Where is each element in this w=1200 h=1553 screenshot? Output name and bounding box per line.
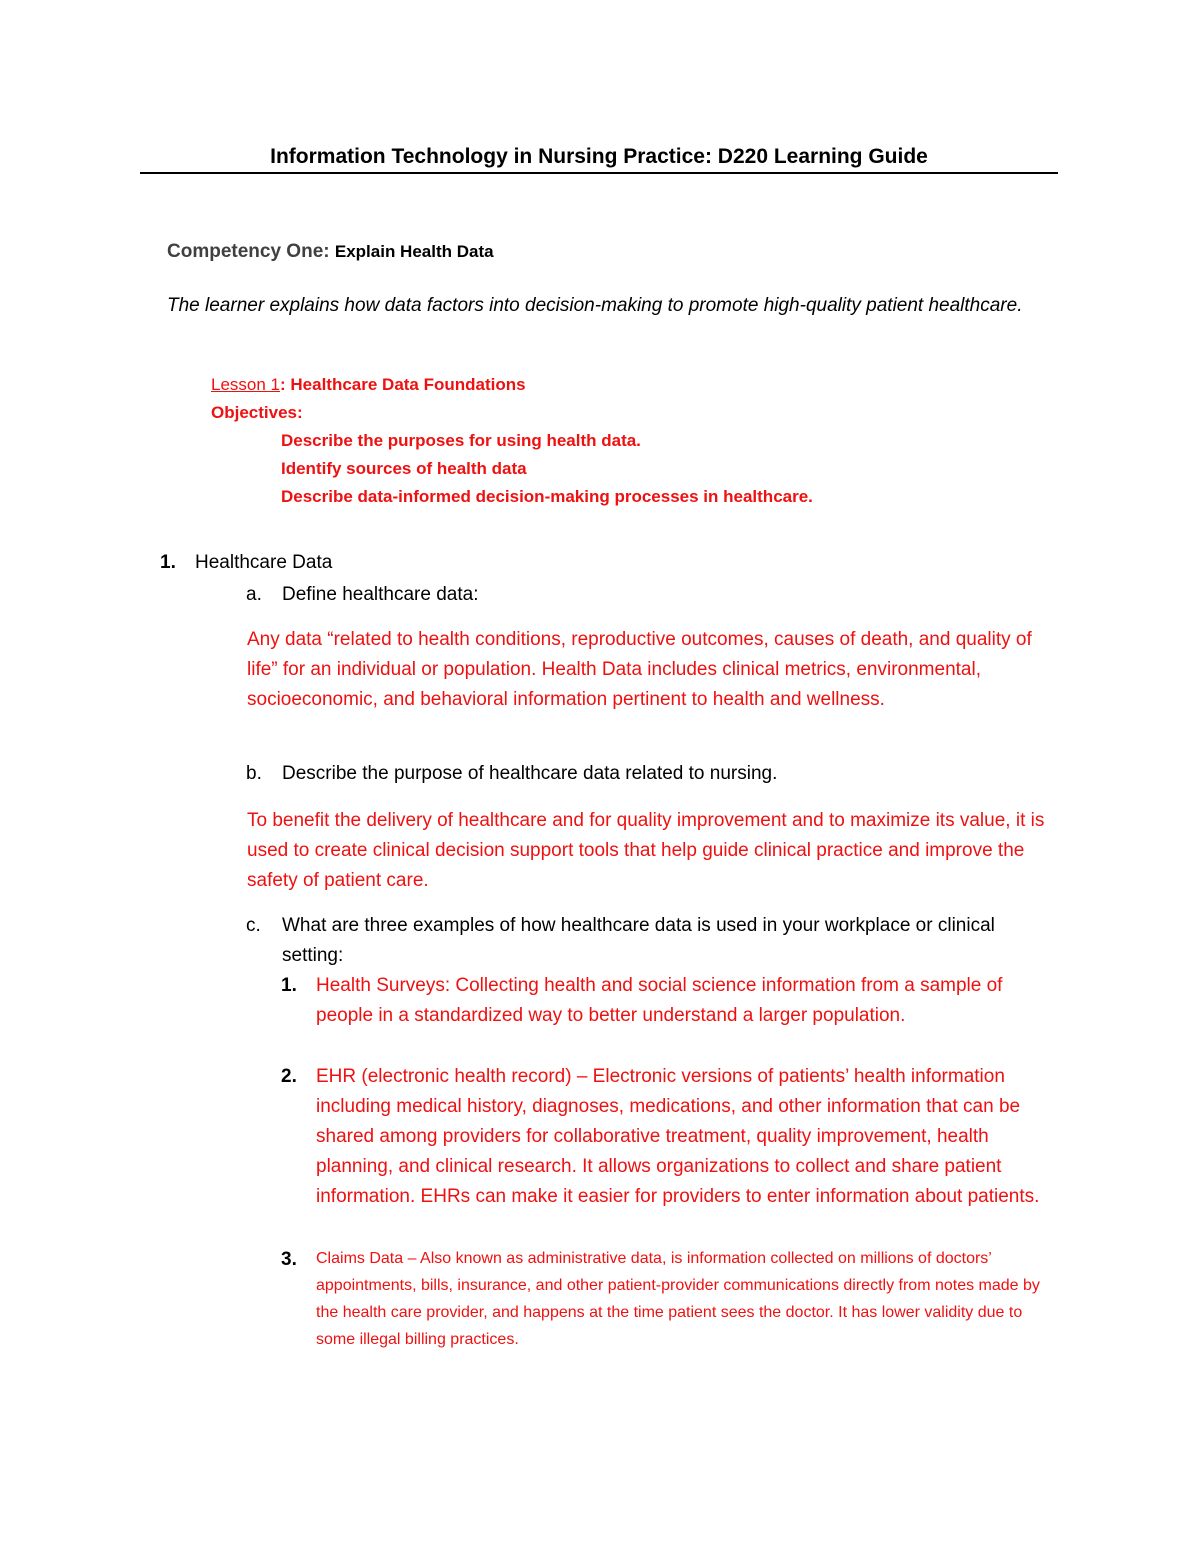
question-letter: a. (246, 584, 262, 605)
question-text: Define healthcare data: (282, 584, 479, 605)
objectives-label: Objectives: (211, 403, 303, 422)
example-number: 3. (281, 1249, 297, 1270)
question-text: Describe the purpose of healthcare data related to nursing. (282, 763, 778, 784)
section-number: 1. (160, 552, 176, 573)
example-text: EHR (electronic health record) – Electronic versions of patients’ health information including medical history, diagnoses, medications, and other information that can be shared among providers for collaborative treatment, quality improvement, health planning, and clinical research. It allows organizations to collect and share patient information. EHRs can make it easier for providers to enter information about patients. (316, 1066, 1040, 1207)
example-number: 2. (281, 1066, 297, 1087)
lesson-heading (211, 372, 526, 398)
example-text: Claims Data – Also known as administrative data, is information collected on millions of doctors’ appointments, bills, insurance, and other patient-provider communications directly from notes made by the health care provider, and happens at the time patient sees the doctor. It has lower validity due to some illegal billing practices. (316, 1250, 1040, 1348)
question-text: What are three examples of how healthcare data is used in your workplace or clinical setting: (282, 915, 995, 966)
document-title: Information Technology in Nursing Practice: D220 Learning Guide (270, 145, 928, 168)
lesson-label: Lesson 1 (211, 375, 280, 394)
answer-text: To benefit the delivery of healthcare and for quality improvement and to maximize its value, it is used to create clinical decision support tools that help guide clinical practice and improve the safety of patient care. (247, 810, 1045, 891)
question-letter: c. (246, 915, 261, 936)
example-text: Health Surveys: Collecting health and social science information from a sample of people in a standardized way to better understand a larger population. (316, 975, 1003, 1026)
competency-name: Explain Health Data (334, 242, 494, 261)
objective-item: Describe data-informed decision-making processes in healthcare. (281, 487, 813, 506)
answer-text: Any data “related to health conditions, reproductive outcomes, causes of death, and quality of life” for an individual or population. Health Data includes clinical metrics, environmental, socioeconomic, and behavioral information pertinent to health and wellness. (247, 629, 1032, 710)
example-number: 1. (281, 975, 297, 996)
title-rule (140, 172, 1058, 174)
objective-item: Identify sources of health data (281, 459, 527, 478)
learner-statement: The learner explains how data factors into decision-making to promote high-quality patient healthcare. (167, 295, 1023, 316)
competency-prefix: Competency One: (167, 241, 330, 262)
lesson-title: : Healthcare Data Foundations (280, 375, 526, 394)
objective-item: Describe the purposes for using health data. (281, 431, 641, 450)
competency-heading (167, 239, 494, 265)
section-title: Healthcare Data (195, 552, 333, 573)
question-letter: b. (246, 763, 262, 784)
